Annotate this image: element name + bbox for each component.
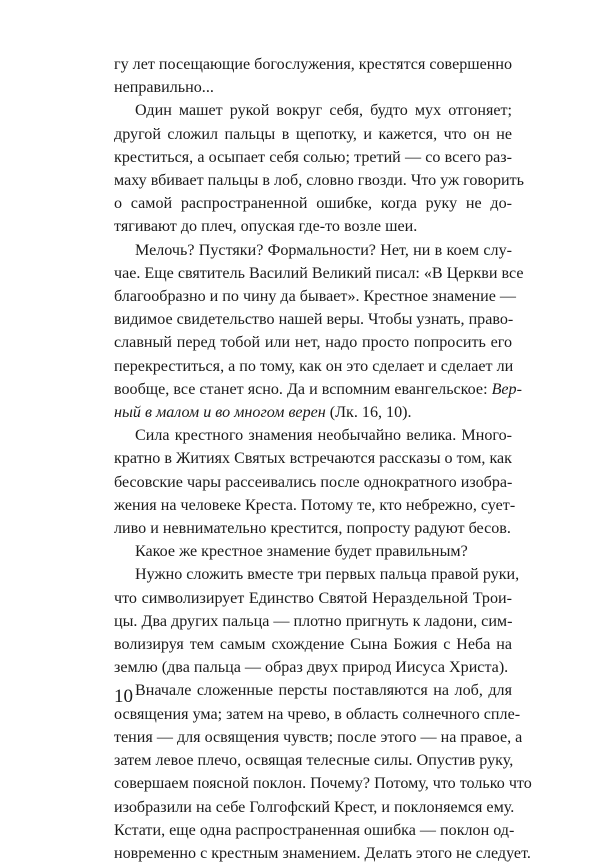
text-line: креститься, а осыпает себя солью; третий — со всего раз- — [114, 148, 512, 166]
text-line: Нужно сложить вместе три первых пальца правой руки, — [135, 566, 520, 584]
text-line: неправильно... — [114, 79, 214, 97]
text-line: Вначале сложенные персты поставляются на лоб, для — [135, 682, 512, 700]
text-line: тения — для освящения чувств; после этого — на правое, а — [114, 728, 523, 746]
text-line: цы. Два других пальца — плотно пригнуть к ладони, сим- — [114, 612, 513, 630]
text-line: тягивают до плеч, опуская где-то возле шеи. — [114, 218, 418, 236]
paragraph-4 — [114, 424, 516, 540]
text-line: Мелочь? Пустяки? Формальности? Нет, ни в коем слу- — [135, 241, 512, 259]
text-line: о самой распространенной ошибке, когда руку не до- — [114, 195, 512, 213]
text-line: чае. Еще святитель Василий Великий писал: «В Церкви все — [114, 264, 524, 282]
text-line: другой сложил пальцы в щепотку, и кажется, что он не — [114, 125, 512, 143]
text-line: бесовские чары рассеивались после однократного изобра- — [114, 473, 513, 491]
text-line: славный перед тобой или нет, надо просто попросить его — [114, 334, 512, 352]
text-line: перекреститься, а по тому, как он это сделает и сделает ли — [114, 357, 514, 375]
text-line: освящения ума; затем на чрево, в область солнечного спле- — [114, 705, 521, 723]
text-line: ный в малом и во многом верен (Лк. 16, 10). — [114, 404, 412, 422]
italic-quote: ный в малом и во многом верен — [114, 404, 326, 422]
text-line: благообразно и по чину да бывает». Крестное знамение — — [114, 288, 516, 306]
text-line: волизируя тем самым схождение Сына Божия с Неба на — [114, 636, 512, 654]
paragraph-5 — [114, 540, 512, 563]
paragraph-7 — [114, 679, 532, 865]
paragraph-6 — [114, 563, 520, 679]
text-line: видимое свидетельство нашей веры. Чтобы узнать, право- — [114, 311, 514, 329]
paragraph-3 — [114, 239, 524, 425]
text-line: Какое же крестное знамение будет правильным? — [135, 543, 468, 561]
text-line: маху вбивает пальцы в лоб, словно гвозди. Что уж говорить — [114, 172, 524, 190]
text-line: затем левое плечо, освящая телесные силы. Опустив руку, — [114, 752, 514, 770]
text-line: ливо и невнимательно крестится, попросту радуют бесов. — [114, 520, 511, 538]
text-line: новременно с крестным знамением. Делать этого не следует. — [114, 844, 531, 862]
text-line: землю (два пальца — образ двух природ Иисуса Христа). — [114, 659, 509, 677]
text-line: совершаем поясной поклон. Почему? Потому, что только что — [114, 775, 532, 793]
text-line: гу лет посещающие богослужения, крестятся совершенно — [114, 56, 513, 73]
text-line: изобразили на себе Голгофский Крест, и поклоняемся ему. — [114, 798, 515, 816]
text-line: что символизирует Единство Святой Нераздельной Трои- — [114, 589, 512, 607]
paragraph-1 — [114, 53, 512, 99]
text-line: Сила крестного знамения необычайно велика. Много- — [135, 427, 512, 445]
text-line: жения на человеке Креста. Потому те, кто небрежно, сует- — [114, 496, 516, 514]
text-line: Один машет рукой вокруг себя, будто мух отгоняет; — [135, 102, 512, 120]
text-line: кратно в Житиях Святых встречаются рассказы о том, как — [114, 450, 512, 468]
italic-quote: Вер- — [491, 380, 522, 398]
text-line: вообще, все станет ясно. Да и вспомним евангельское: Вер- — [114, 380, 522, 398]
page-number: 10 — [114, 686, 133, 707]
body-text — [114, 53, 532, 865]
text-line: Кстати, еще одна распространенная ошибка — поклон од- — [114, 821, 515, 839]
paragraph-2 — [114, 99, 524, 238]
